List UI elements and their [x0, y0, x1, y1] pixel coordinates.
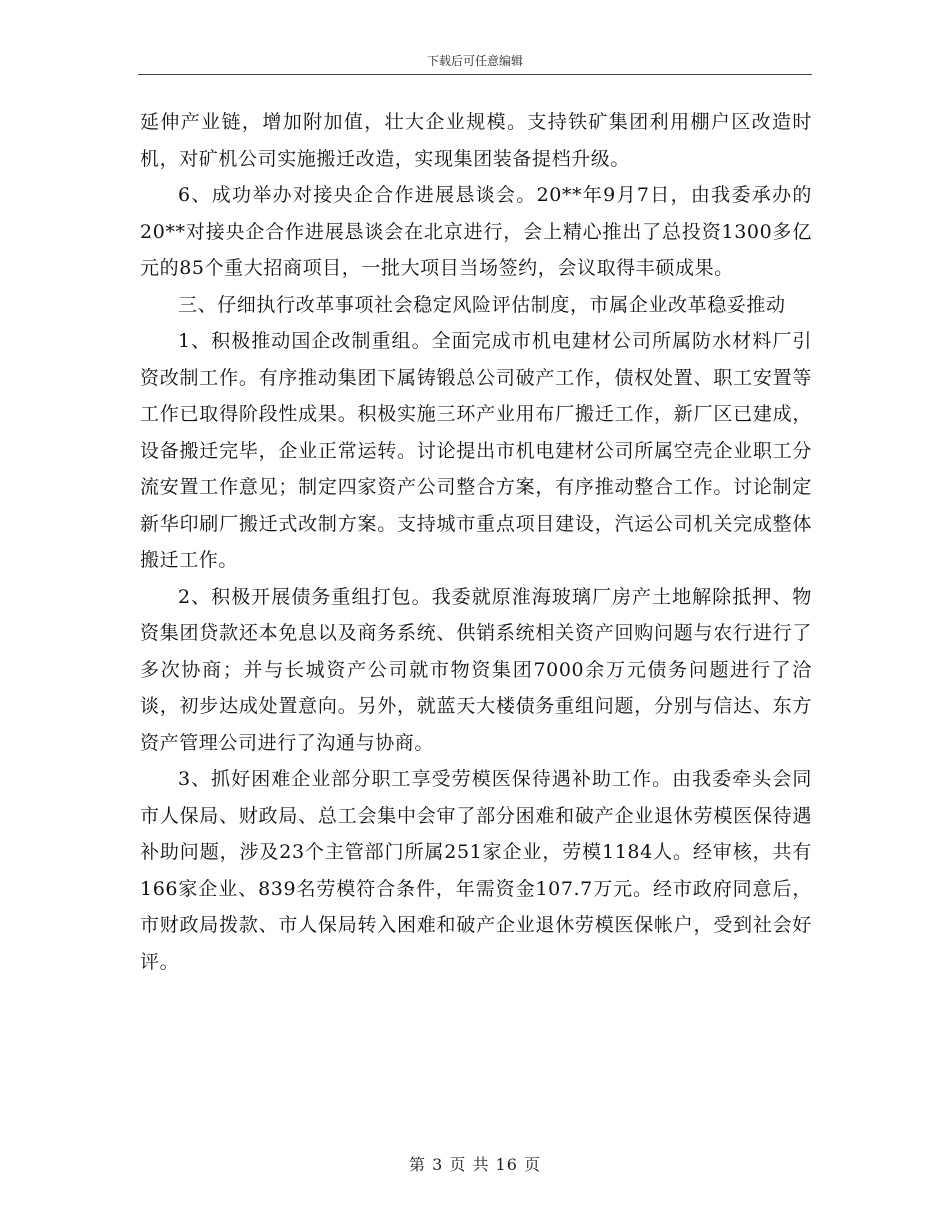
paragraph: 延伸产业链，增加附加值，壮大企业规模。支持铁矿集团利用棚户区改造时机，对矿机公司实施搬迁改造，实现集团装备提档升级。	[140, 111, 812, 170]
paragraph: 2、积极开展债务重组打包。我委就原淮海玻璃厂房产土地解除抵押、物资集团贷款还本免息以及商务系统、供销系统相关资产回购问题与农行进行了多次协商；并与长城资产公司就市物资集团7000余万元债务问题进行了洽谈，初步达成处置意向。另外，就蓝天大楼债务重组问题，分别与信达、东方资产管理公司进行了沟通与协商。	[140, 585, 812, 754]
paragraph: 1、积极推动国企改制重组。全面完成市机电建材公司所属防水材料厂引资改制工作。有序推动集团下属铸锻总公司破产工作，债权处置、职工安置等工作已取得阶段性成果。积极实施三环产业用布厂搬迁工作，新厂区已建成，设备搬迁完毕，企业正常运转。讨论提出市机电建材公司所属空壳企业职工分流安置工作意见；制定四家资产公司整合方案，有序推动整合工作。讨论制定新华印刷厂搬迁式改制方案。支持城市重点项目建设，汽运公司机关完成整体搬迁工作。	[140, 330, 812, 571]
paragraph: 6、成功举办对接央企合作进展恳谈会。20**年9月7日，由我委承办的20**对接央企合作进展恳谈会在北京进行，会上精心推出了总投资1300多亿元的85个重大招商项目，一批大项目当场签约，会议取得丰硕成果。	[140, 184, 812, 279]
section-heading: 三、仔细执行改革事项社会稳定风险评估制度，市属企业改革稳妥推动	[178, 293, 786, 316]
paragraph: 3、抓好困难企业部分职工享受劳模医保待遇补助工作。由我委牵头会同市人保局、财政局、总工会集中会审了部分困难和破产企业退休劳模医保待遇补助问题，涉及23个主管部门所属251家企业，劳模1184人。经审核，共有166家企业、839名劳模符合条件，年需资金107.7万元。经市政府同意后，市财政局拨款、市人保局转入困难和破产企业退休劳模医保帐户，受到社会好评。	[140, 768, 812, 973]
page-header: 下载后可任意编辑	[426, 54, 523, 68]
document-body	[140, 104, 812, 980]
page-number-footer: 第 3 页 共 16 页	[409, 1155, 541, 1174]
header-divider	[138, 74, 812, 75]
